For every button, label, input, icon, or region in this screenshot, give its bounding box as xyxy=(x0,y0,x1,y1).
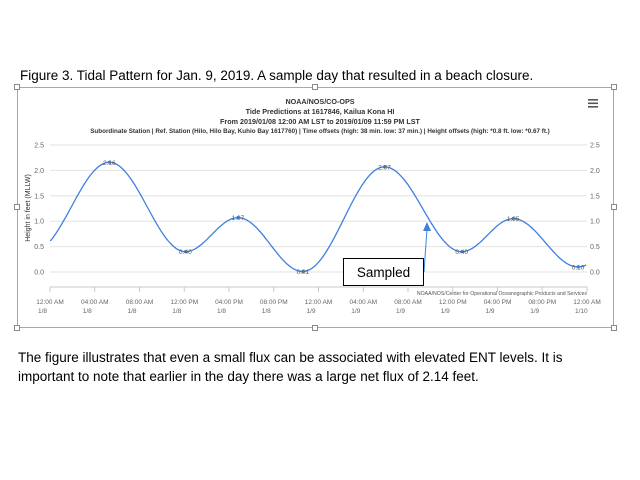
extremum-label: 1.07 xyxy=(231,215,245,223)
extremum-label: 2.16 xyxy=(102,159,116,167)
extremum-label: 2.07 xyxy=(378,164,391,172)
extremum-label: 0.40 xyxy=(455,249,469,257)
x-tick-time-label: 12:00 AM xyxy=(36,299,64,306)
x-tick-date-label: 1/8 xyxy=(261,308,271,315)
sampled-annotation-label: Sampled xyxy=(356,264,411,280)
x-tick-time-label: 12:00 AM xyxy=(573,299,601,306)
y-tick-label-right: 2.5 xyxy=(590,142,600,150)
grid-lines xyxy=(50,145,587,272)
x-tick-date-label: 1/8 xyxy=(38,308,48,315)
x-tick-time-label: 04:00 AM xyxy=(81,299,109,306)
y-tick-label-left: 0.5 xyxy=(34,244,44,252)
body-paragraph: The figure illustrates that even a small flux can be associated with elevated ENT levels. It is important to note that earlier in the day there was a large net flux of 2.14 feet. xyxy=(18,350,563,384)
x-tick-date-label: 1/8 xyxy=(217,308,227,315)
extremum-label: 1.05 xyxy=(506,216,520,224)
extremum-label: 0.10 xyxy=(571,264,585,272)
x-tick-time-label: 04:00 AM xyxy=(349,299,377,306)
chart-title xyxy=(90,97,550,135)
chart-title-line-3: From 2019/01/08 12:00 AM LST to 2019/01/09 11:59 PM LST xyxy=(220,117,420,126)
x-tick-time-label: 12:00 PM xyxy=(170,299,199,306)
x-tick-date-label: 1/9 xyxy=(396,308,406,315)
x-tick-date-label: 1/9 xyxy=(530,308,540,315)
y-axis-right xyxy=(590,143,600,277)
extremum-label: 0.01 xyxy=(296,268,310,276)
x-tick-date-label: 1/9 xyxy=(440,308,450,315)
y-tick-label-left: 1.5 xyxy=(34,193,44,201)
y-tick-label-left: 2.0 xyxy=(34,167,44,175)
x-tick-time-label: 08:00 PM xyxy=(528,299,557,306)
extremum-label: 0.40 xyxy=(179,249,192,257)
x-tick-date-label: 1/8 xyxy=(82,308,92,315)
y-tick-label-right: 1.5 xyxy=(590,193,600,201)
y-tick-label-left: 2.5 xyxy=(34,142,44,150)
chart-title-line-2: Tide Predictions at 1617846, Kailua Kona HI xyxy=(245,107,395,116)
chart-credit: NOAA/NOS/Center for Operational Oceanographic Products and Services xyxy=(416,291,587,297)
y-tick-label-right: 1.0 xyxy=(590,218,600,226)
x-tick-date-label: 1/8 xyxy=(172,308,182,315)
x-tick-time-label: 12:00 AM xyxy=(304,299,333,306)
y-tick-label-right: 0.5 xyxy=(590,244,600,252)
sampled-annotation-box xyxy=(343,258,424,286)
y-tick-label-right: 0.0 xyxy=(590,269,600,277)
tide-series-line xyxy=(50,159,586,271)
x-tick-time-label: 04:00 PM xyxy=(483,299,512,306)
x-tick-date-label: 1/9 xyxy=(485,308,495,315)
x-tick-date-label: 1/9 xyxy=(351,308,361,315)
y-tick-label-right: 2.0 xyxy=(590,167,600,175)
hamburger-menu-icon[interactable] xyxy=(588,99,598,108)
x-tick-time-label: 08:00 AM xyxy=(125,299,154,306)
y-tick-label-left: 0.0 xyxy=(34,269,44,277)
x-tick-time-label: 12:00 PM xyxy=(438,299,467,306)
chart-title-line-1: NOAA/NOS/CO-OPS xyxy=(285,97,355,106)
x-tick-date-label: 1/10 xyxy=(575,308,588,315)
x-tick-date-label: 1/8 xyxy=(127,308,137,315)
x-tick-time-label: 04:00 PM xyxy=(215,299,243,306)
figure-caption: Figure 3. Tidal Pattern for Jan. 9, 2019. A sample day that resulted in a beach closure. xyxy=(20,68,534,83)
x-tick-time-label: 08:00 PM xyxy=(259,299,288,306)
y-axis-label: Height in feet (MLLW) xyxy=(25,174,32,242)
y-axis-left xyxy=(34,143,44,277)
chart-title-line-4: Subordinate Station | Ref. Station (Hilo, Hilo Bay, Kuhio Bay 1617760) | Time offsets (high: 38 min. low: 37 min.) | Height offsets (high: *0.8 ft. low: *0.67 ft.) xyxy=(90,128,550,135)
x-tick-date-label: 1/9 xyxy=(306,308,316,315)
y-tick-label-left: 1.0 xyxy=(34,218,44,226)
x-tick-time-label: 08:00 AM xyxy=(394,299,422,306)
